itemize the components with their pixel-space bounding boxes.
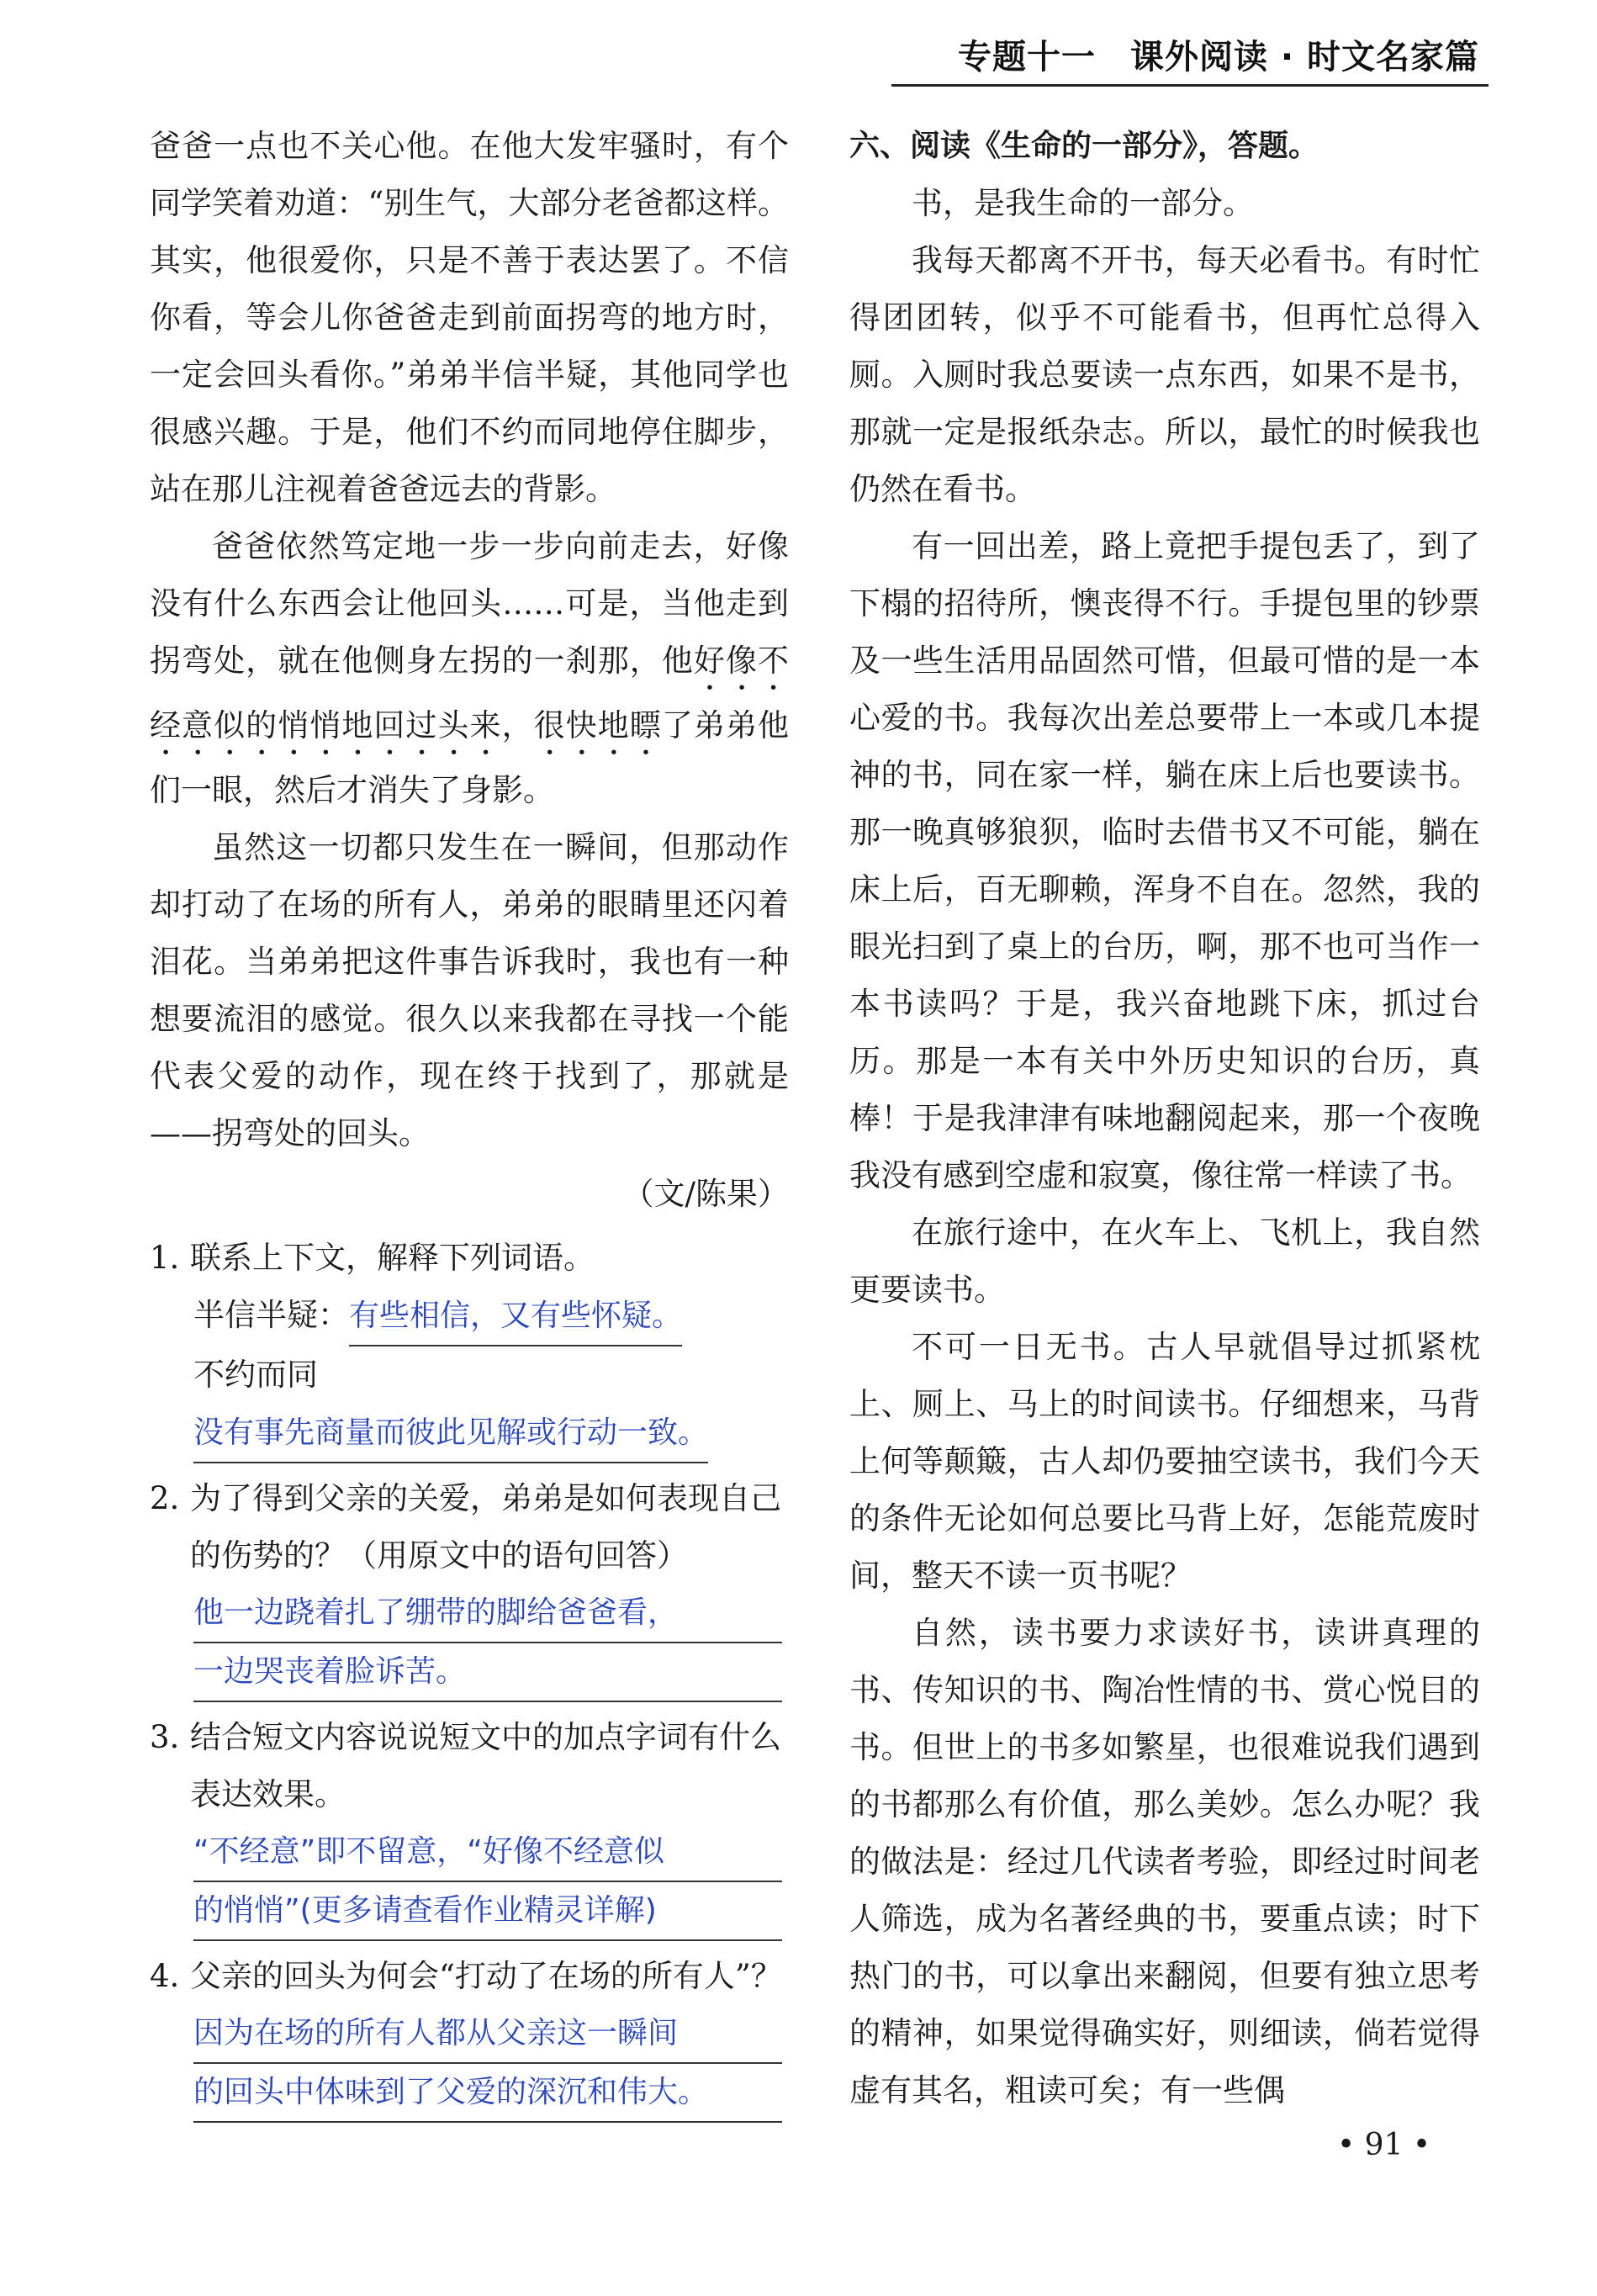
answer-line: 的回头中体味到了父爱的深沉和伟大。: [193, 2064, 782, 2123]
answer-field[interactable]: [150, 1584, 789, 1702]
term-label: 不约而同: [193, 1357, 318, 1393]
paragraph-text: 了弟弟他们一眼，然后才消失了身影。: [150, 707, 790, 808]
answer-line: 因为在场的所有人都从父亲这一瞬间: [193, 2005, 782, 2064]
passage-paragraph: 自然，读书要力求读好书，读讲真理的书、传知识的书、陶冶性情的书、赏心悦目的书。但世上的书多如繁星，也很难说我们遇到的书都那么有价值，那么美妙。怎么办呢？我的做法是：经过几代读者考验，即经过时间老人筛选，成为名著经典的书，要重点读；时下热门的书，可以拿出来翻阅，但要有独立思考的精神，如果觉得确实好，则细读，倘若觉得虚有其名，粗读可矣；有一些偶: [849, 1615, 1480, 2108]
question-text: 结合短文内容说说短文中的加点字词有什么表达效果。: [190, 1719, 781, 1812]
passage-paragraph: 有一回出差，路上竟把手提包丢了，到了下榻的招待所，懊丧得不行。手提包里的钞票及一些生活用品固然可惜，但最可惜的是一本心爱的书。我每次出差总要带上一本或几本提神的书，同在家一样，躺在床上后也要读书。那一晚真够狼狈，临时去借书又不可能，躺在床上后，百无聊赖，浑身不自在。忽然，我的眼光扫到了桌上的台历，啊，那不也可当作一本书读吗？于是，我兴奋地跳下床，抓过台历。那是一本有关中外历史知识的台历，真棒！于是我津津有味地翻阅起来，那一个夜晚我没有感到空虚和寂寞，像往常一样读了书。: [849, 528, 1480, 1193]
question-4: [150, 1948, 789, 2123]
question-number: 4.: [150, 1958, 180, 1994]
answer-line: 的悄悄”(更多请查看作业精灵详解): [193, 1882, 782, 1941]
emphasized-text: 好像不经意似的悄悄地回过头来，很快地瞟: [150, 643, 790, 743]
question-1: [150, 1230, 789, 1463]
passage-paragraph: 我每天都离不开书，每天必看书。有时忙得团团转，似乎不可能看书，但再忙总得入厕。入厕时我总要读一点东西，如果不是书，那就一定是报纸杂志。所以，最忙的时候我也仍然在看书。: [849, 242, 1480, 507]
page-number: • 91 •: [1337, 2128, 1431, 2162]
question-number: 2.: [150, 1480, 180, 1516]
passage-paragraph: 书，是我生命的一部分。: [912, 185, 1254, 221]
answer-field[interactable]: [150, 2005, 789, 2123]
passage-paragraph: 不可一日无书。古人早就倡导过抓紧枕上、厕上、马上的时间读书。仔细想来，马背上何等颠簸，古人却仍要抽空读书，我们今天的条件无论如何总要比马背上好，怎能荒废时间，整天不读一页书呢？: [849, 1329, 1480, 1594]
answer-line: 他一边跷着扎了绷带的脚给爸爸看，: [193, 1584, 782, 1643]
term-row: [150, 1287, 789, 1346]
answer-line: “不经意”即不留意，“好像不经意似: [193, 1823, 782, 1882]
question-2: [150, 1470, 789, 1702]
answer-field[interactable]: 有些相信，又有些怀疑。: [349, 1288, 682, 1346]
question-number: 1.: [150, 1240, 180, 1276]
right-column: [849, 118, 1480, 2119]
header-rule: [891, 84, 1489, 87]
answer-field[interactable]: 没有事先商量而彼此见解或行动一致。: [193, 1405, 708, 1463]
paragraph-text: 爸爸依然笃定地一步一步向前走去，好像没有什么东西会让他回头……可是，当他走到拐弯处，就在他侧身左拐的一刹那，他: [150, 528, 789, 679]
passage-paragraph: 在旅行途中，在火车上、飞机上，我自然更要读书。: [849, 1214, 1480, 1308]
passage-paragraph: 虽然这一切都只发生在一瞬间，但那动作却打动了在场的所有人，弟弟的眼睛里还闪着泪花。当弟弟把这件事告诉我时，我也有一种想要流泪的感觉。很久以来我都在寻找一个能代表父爱的动作，现在终于找到了，那就是——拐弯处的回头。: [150, 829, 789, 1151]
passage-paragraph: [150, 518, 789, 819]
question-text: 联系上下文，解释下列词语。: [190, 1240, 595, 1276]
byline: （文/陈果）: [622, 1176, 789, 1212]
question-number: 3.: [150, 1719, 180, 1755]
term-label: 半信半疑：: [193, 1297, 349, 1333]
question-text: 为了得到父亲的关爱，弟弟是如何表现自己的伤势的？（用原文中的语句回答）: [190, 1480, 781, 1574]
question-text: 父亲的回头为何会“打动了在场的所有人”？: [190, 1958, 782, 1994]
term-row: [150, 1346, 789, 1463]
question-3: [150, 1709, 789, 1941]
section-title: 六、阅读《生命的一部分》，答题。: [849, 129, 1319, 163]
passage-paragraph: 爸爸一点也不关心他。在他大发牢骚时，有个同学笑着劝道：“别生气，大部分老爸都这样。其实，他很爱你，只是不善于表达罢了。不信你看，等会儿你爸爸走到前面拐弯的地方时，一定会回头看你。”弟弟半信半疑，其他同学也很感兴趣。于是，他们不约而同地停住脚步，站在那儿注视着爸爸远去的背影。: [150, 128, 789, 507]
page-header: 专题十一 课外阅读 · 时文名家篇: [957, 38, 1479, 77]
answer-line: 一边哭丧着脸诉苦。: [193, 1643, 782, 1702]
left-column: [150, 118, 789, 2123]
answer-field[interactable]: [150, 1823, 789, 1941]
